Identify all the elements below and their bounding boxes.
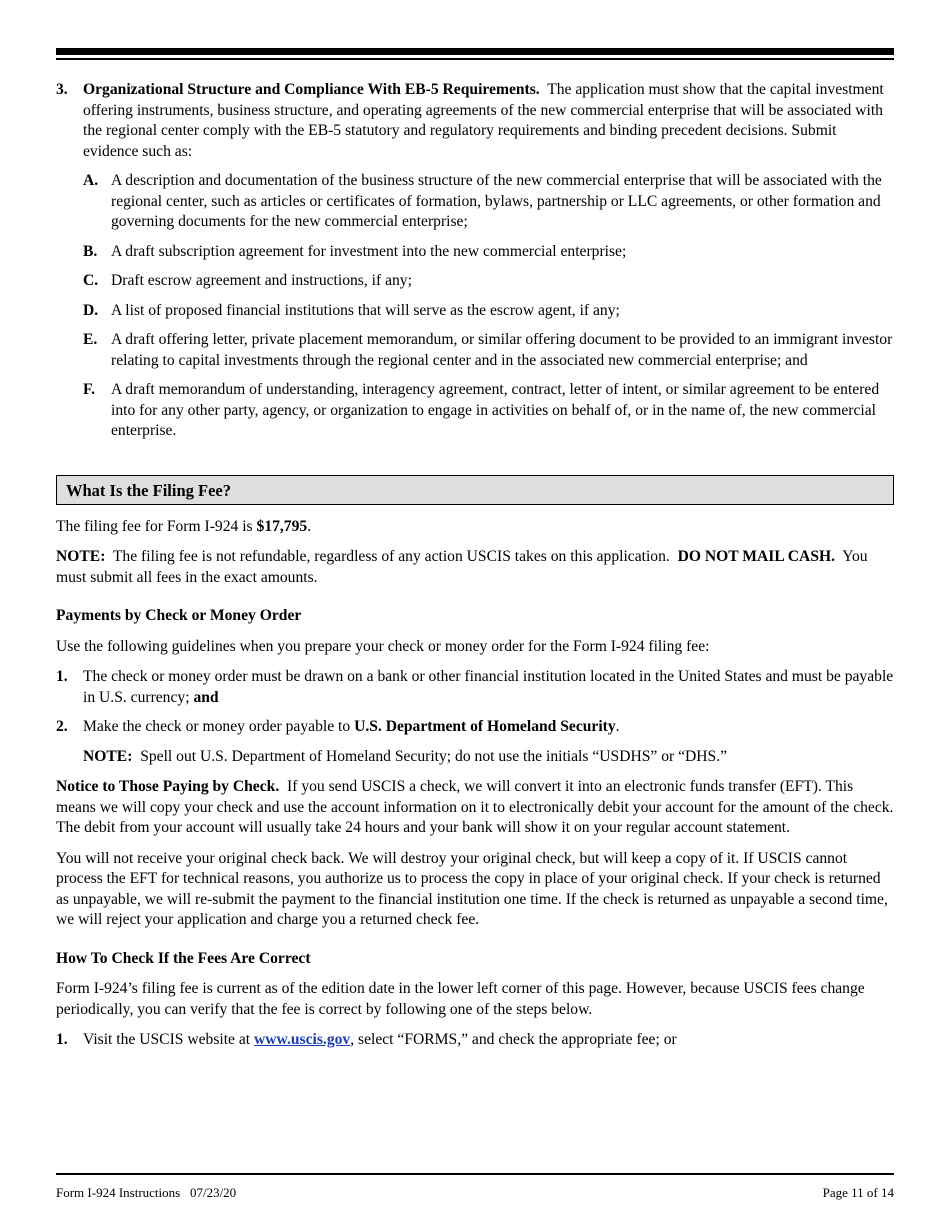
note-text: The filing fee is not refundable, regardless of any action USCIS takes on this application. [112,548,670,565]
subitem-letter: C. [83,272,99,289]
note-text: Spell out U.S. Department of Homeland Security; do not use the initials “USDHS” or “DHS.” [140,747,728,765]
subitem-letter: E. [83,331,98,348]
fees-check-item-1-post: , select “FORMS,” and check the appropriate fee; or [350,1031,677,1048]
subitem-c [83,271,894,292]
top-rule-thin [56,58,894,60]
subitem-letter: D. [83,301,99,319]
payments-note [56,747,894,768]
item-number: 1. [56,1031,68,1048]
payments-item-2-end: . [615,718,620,735]
item-number: 1. [56,668,68,685]
payments-item-2-bold: U.S. Department of Homeland Security [354,718,616,735]
fee-end: . [307,517,312,535]
subitem-b [83,242,894,263]
filing-fee-section-header: What Is the Filing Fee? [56,475,894,505]
subitem-text: Draft escrow agreement and instructions, if any; [111,272,412,289]
footer-rule [56,1173,894,1175]
subitem-text: A draft memorandum of understanding, interagency agreement, contract, letter of intent, or similar agreement to be entered into for any other party, agency, or organization to engage in activities on behalf of, or in the name of, the new commercial enterprise. [111,381,880,439]
note-label: NOTE: [56,548,106,565]
page-content [56,80,894,1060]
payments-item-2 [56,717,894,738]
item-3-title: Organizational Structure and Compliance With EB-5 Requirements. [83,81,540,98]
note-bold: DO NOT MAIL CASH. [677,548,836,565]
item-3-sublist [83,171,894,442]
subitem-letter: B. [83,242,98,260]
payments-intro: Use the following guidelines when you prepare your check or money order for the Form I-924 filing fee: [56,637,710,655]
payments-item-1 [56,667,894,708]
subitem-text: A draft subscription agreement for investment into the new commercial enterprise; [111,242,627,260]
note-label: NOTE: [83,747,133,765]
filing-fee-note [56,547,894,588]
item-number: 2. [56,718,68,735]
subitem-text: A list of proposed financial institutions that will serve as the escrow agent, if any; [111,301,620,319]
filing-fee-paragraph [56,517,894,538]
subitem-text: A draft offering letter, private placement memorandum, or similar offering document to be provided to an immigrant investor relating to capital investments through the regional center and in the associated new commercial enterprise; and [111,331,893,369]
fees-check-heading: How To Check If the Fees Are Correct [56,949,311,967]
fee-text: The filing fee for Form I-924 is [56,517,257,535]
uscis-website-link[interactable]: www.uscis.gov [254,1031,351,1048]
subitem-text: A description and documentation of the business structure of the new commercial enterprise that will be associated with the regional center, such as articles or certificates of formation, bylaws, partnership or LLC agreements, or other formation and governing documents for the new commercial enterprise; [111,172,882,230]
notice-text: If you send USCIS a check, we will convert it into an electronic funds transfer (EFT). This means we will copy your check and use the account information on it to electronically debit your account for the amount of the check. The debit from your account will usually take 24 hours and your bank will show it on your regular account statement. [56,778,894,836]
original-check-paragraph: You will not receive your original check back. We will destroy your original check, but will keep a copy of it. If USCIS cannot process the EFT for technical reasons, you authorize us to process the copy in place of your original check. If your check is returned as unpayable, we will re-submit the payment to the financial institution one time. If the check is returned as unpayable a second time, we will reject your application and charge you a returned check fee. [56,849,888,928]
subitem-letter: F. [83,381,95,398]
payments-item-1-bold: and [193,688,219,706]
top-rule-thick [56,48,894,55]
subitem-d [83,301,894,322]
subitem-e [83,330,894,371]
payments-item-1-text: The check or money order must be drawn on a bank or other financial institution located in the United States and must be payable in U.S. currency; [83,668,894,706]
footer-form-edition: Form I-924 Instructions 07/23/20 [56,1185,237,1200]
payments-item-2-text: Make the check or money order payable to [83,718,355,735]
notice-label: Notice to Those Paying by Check. [56,778,280,795]
document-page [56,0,894,1230]
item-3-body: The application must show that the capital investment offering instruments, business structure, and operating agreements of the new commercial enterprise that will be associated with the regional center comply with the EB-5 statutory and regulatory requirements and binding precedent decisions. Submit evidence such as: [83,81,884,160]
subitem-letter: A. [83,172,99,189]
note-text-2: You must submit all fees in the exact amounts. [56,548,868,586]
fees-check-item-1-pre: Visit the USCIS website at [83,1031,255,1048]
footer-page-number: Page 11 of 14 [822,1185,894,1200]
subitem-a [83,171,894,233]
check-notice-paragraph [56,777,894,839]
subitem-f [83,380,894,442]
item-3 [56,80,894,442]
fee-amount: $17,795 [256,517,308,535]
item-number: 3. [56,81,68,98]
payments-heading: Payments by Check or Money Order [56,607,302,624]
fees-check-item-1 [56,1030,894,1051]
fees-check-intro: Form I-924’s filing fee is current as of the edition date in the lower left corner of this page. However, because USCIS fees change periodically, you can verify that the fee is correct by following one of the steps below. [56,980,865,1018]
